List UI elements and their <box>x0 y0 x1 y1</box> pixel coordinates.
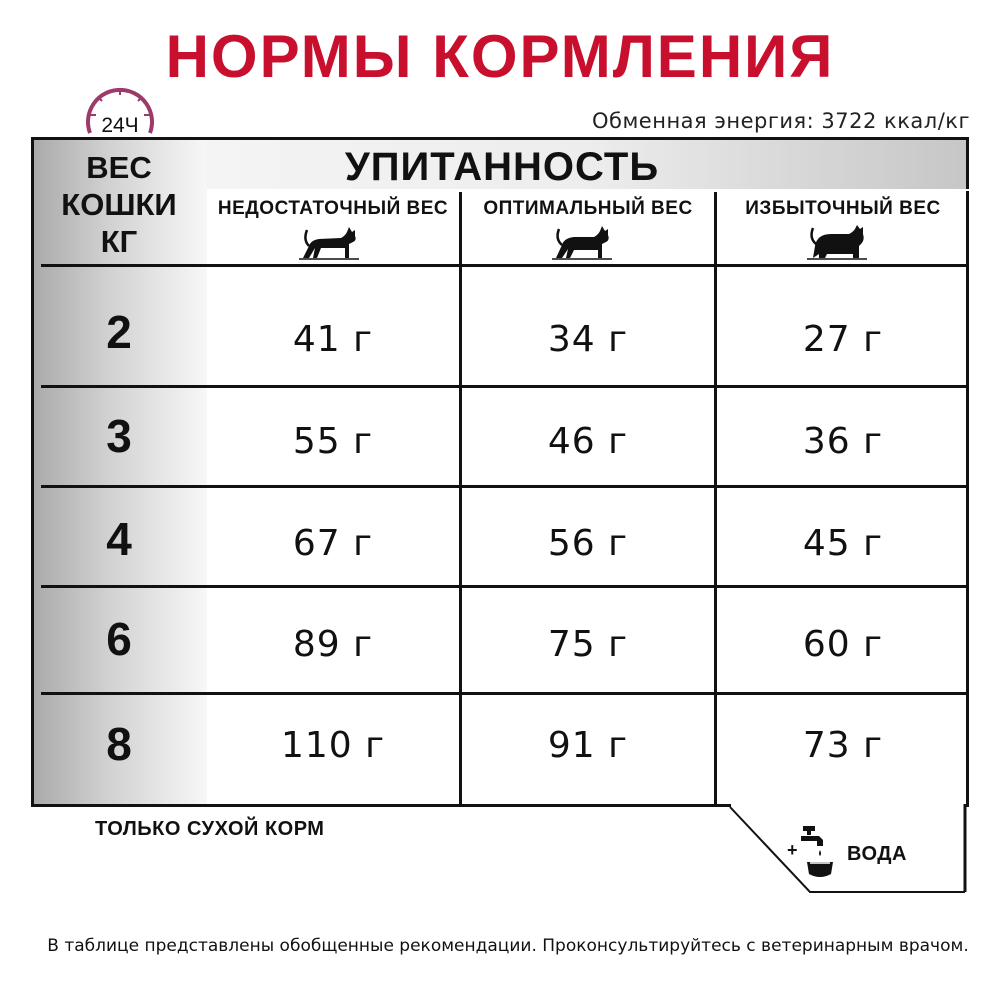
table-cell: 60 г <box>802 624 884 665</box>
energy-note: Обменная энергия: 3722 ккал/кг <box>591 109 970 133</box>
row-weight: 8 <box>106 718 132 770</box>
table-cell: 55 г <box>292 421 374 462</box>
row-weight: 6 <box>106 613 132 665</box>
table-cell: 36 г <box>802 421 884 462</box>
row-divider-1 <box>41 385 969 388</box>
table-cell: 91 г <box>547 725 629 766</box>
table-cell: 67 г <box>292 523 374 564</box>
table-cell: 110 г <box>280 725 386 766</box>
table-cell: 73 г <box>802 725 884 766</box>
nutrition-title: УПИТАННОСТЬ <box>344 145 660 189</box>
water-tap-bowl-icon <box>787 822 843 882</box>
column-divider-1 <box>459 192 462 807</box>
row-weight: 2 <box>106 306 132 358</box>
cat-overweight-icon <box>807 224 867 260</box>
dry-food-note: ТОЛЬКО СУХОЙ КОРМ <box>95 818 325 840</box>
column-divider-2 <box>714 192 717 807</box>
row-weight: 4 <box>106 513 132 565</box>
feeding-table <box>31 137 969 807</box>
table-cell: 89 г <box>292 624 374 665</box>
weight-header-line-3: КГ <box>100 224 138 259</box>
row-divider-3 <box>41 585 969 588</box>
footer-disclaimer: В таблице представлены обобщенные рекомендации. Проконсультируйтесь с ветеринарным врачом. <box>47 936 969 956</box>
table-cell: 75 г <box>547 624 629 665</box>
table-cell: 46 г <box>547 421 629 462</box>
table-cell: 45 г <box>802 523 884 564</box>
row-weight: 3 <box>106 410 132 462</box>
weight-header-line-2: КОШКИ <box>61 187 177 222</box>
water-plus-sign: + <box>787 840 798 860</box>
table-cell: 27 г <box>802 319 884 360</box>
cat-thin-icon <box>299 224 359 260</box>
column-header-overweight: ИЗБЫТОЧНЫЙ ВЕС <box>745 198 941 219</box>
cat-optimal-icon <box>552 224 612 260</box>
weight-header <box>31 149 207 260</box>
water-label: ВОДА <box>847 843 907 865</box>
table-border-left <box>31 137 34 807</box>
column-header-optimal: ОПТИМАЛЬНЫЙ ВЕС <box>483 198 693 219</box>
weight-header-line-1: ВЕС <box>86 150 152 185</box>
table-cell: 56 г <box>547 523 629 564</box>
page-title: НОРМЫ КОРМЛЕНИЯ <box>165 23 835 90</box>
table-border-top <box>31 137 969 140</box>
row-divider-0 <box>41 264 969 267</box>
row-divider-4 <box>41 692 969 695</box>
table-cell: 41 г <box>292 319 374 360</box>
column-header-underweight: НЕДОСТАТОЧНЫЙ ВЕС <box>217 198 449 219</box>
row-divider-2 <box>41 485 969 488</box>
table-border-right <box>966 137 969 807</box>
clock-label: 24Ч <box>101 114 139 137</box>
table-cell: 34 г <box>547 319 629 360</box>
table-border-bottom <box>31 804 731 807</box>
nutrition-band-divider <box>207 189 969 191</box>
clock-24h-icon <box>78 85 162 143</box>
